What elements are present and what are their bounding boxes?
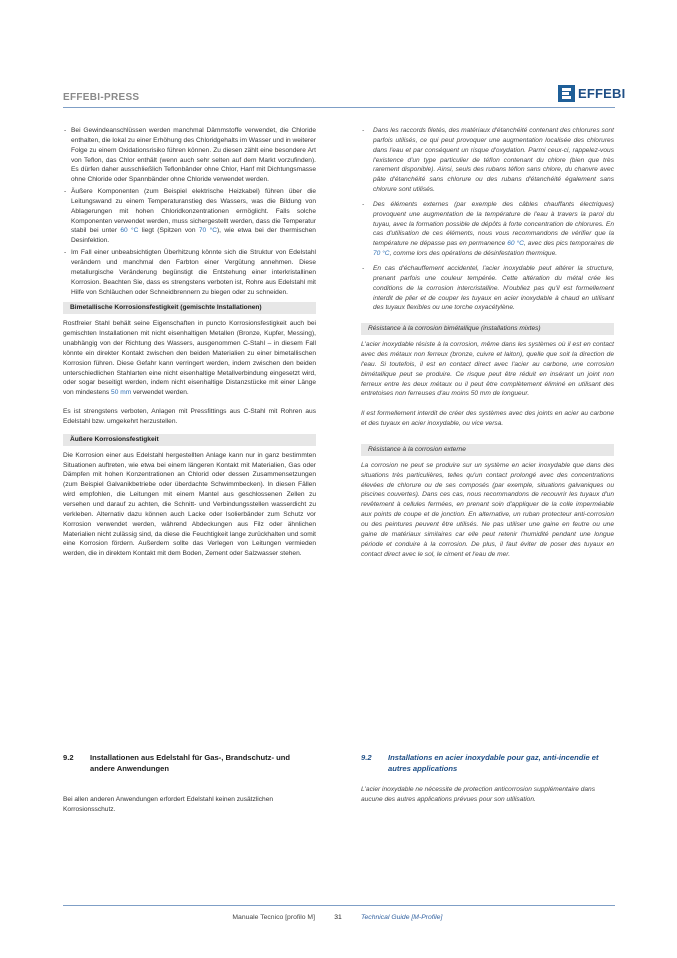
- temperature-value: 60 °C: [120, 227, 139, 235]
- footer-divider: [63, 905, 615, 906]
- temperature-value: 60 °C: [507, 240, 524, 248]
- list-item: - Bei Gewindeanschlüssen werden manchmal Dämmstoffe verwendet, die Chloride enthalten, die lokal zu einer Erhöhung des Chloridgehalts im Wasser und in weiterer Folge zu einem Oxidationsrisiko führen können. Zu diesen zählt eine besondere Art von Teflon, das Chlor enthält (wenn auch sehr selten auf dem Markt vorzufinden). Es dürfen daher ausschließlich Teflonbänder ohne Chlor, Hanf mit Dichtungsmasse ohne Chloride oder Spannbänder ohne Chloride verwendet werden.: [64, 127, 316, 184]
- section-heading: Résistance à la corrosion bimétallique (installations mixtes): [361, 323, 614, 335]
- paragraph: Es ist strengstens verboten, Anlagen mit Pressfittings aus C-Stahl mit Rohren aus Edelstahl bzw. umgekehrt herzustellen.: [63, 408, 316, 425]
- section-title: [361, 752, 614, 774]
- section-number: 9.2: [361, 753, 372, 762]
- list-item: - Im Fall einer unbeabsichtigten Überhitzung könnte sich die Struktur von Edelstahl verändern und manchmal den Farbton einer Vergütung annehmen. Diese metallurgische Veränderung begünstigt die Entstehung einer interkristallinen Korrosion. Beachten Sie, dass es strengstens verboten ist, Rohre aus Edelstahl mit Hilfe von Schläuchen oder Schneidbrennern zu biegen oder zu schneiden.: [64, 249, 316, 296]
- section-title-text: Installationen aus Edelstahl für Gas-, Brandschutz- und andere Anwendungen: [90, 753, 290, 773]
- logo-text: EFFEBI: [578, 86, 626, 101]
- temperature-value: 70 °C: [373, 250, 390, 258]
- list-item: - En cas d'échauffement accidentel, l'acier inoxydable peut altérer la structure, prenant parfois une couleur tempérée. Cette altération du métal crée les conditions de la corrosion intercristalline. N'oubliez pas qu'il est formellement interdit de plier et de couper les tuyaux en acier inoxydable à chaud en utilisant des tuyaux flexibles ou une torche oxyacétylène.: [362, 264, 614, 312]
- footer-left: Manuale Tecnico [profilo M]: [232, 914, 315, 921]
- paragraph: La corrosion ne peut se produire sur un système en acier inoxydable que dans des situations très particulières, telles qu'un contact prolongé avec des concentrations élevées de chlorure ou de ses composés (par exemple, situations galvaniques ou piscines couvertes). Dans ces cas, nous recommandons de recouvrir les tuyaux d'un revêtement à cellules fermées, en prenant soin d'appliquer de la colle imperméable aux points de coupe et de jonction. En alternative, un ruban protecteur anti-corrosion ou des peintures peuvent être utilisés. Ne pas utiliser une gaine en feutre ou une gaine de matériaux similaires car elle peut retenir l'humidité pendant une longue période et conduire à la corrosion. De plus, il faut éviter de poser des tuyaux en contact direct avec le sol, le ciment et l'eau de mer.: [361, 461, 614, 558]
- temperature-value: 70 °C: [198, 227, 217, 235]
- list-item: - Dans les raccords filetés, des matériaux d'étanchéité contenant des chlorures sont parfois utilisés, ce qui peut provoquer une augmentation localisée des chlorures dans l'eau et par conséquent un risque d'oxydation. Parmi ceux-ci, rappelez-vous l'existence d'un type particulier de téflon contenant du chlore (bien que très rarement disponible). Ainsi, seuls des rubans téflon sans chlore, du chanvre avec pâte d'étanchéité sans chlorure ou des rubans d'étanchéité également sans chlorure sont utilisés.: [362, 127, 614, 194]
- section-heading: Bimetallische Korrosionsfestigkeit (gemischte Installationen): [63, 302, 316, 314]
- logo-mark-icon: [558, 85, 575, 102]
- paragraph: Il est formellement interdit de créer des systèmes avec des joints en acier au carbone et des tuyaux en acier inoxydable, ou vice versa.: [361, 410, 614, 428]
- list-item: - Des éléments externes (par exemple des câbles chauffants électriques) provoquent une augmentation de la température de l'eau à travers la paroi du tuyau, avec la formation possible de dépôts à forte concentration de chlorures. En cas d'utilisation de ces éléments, nous vous recommandons de vérifier que la température ne dépasse pas en permanence 60 °C, avec des pics temporaires de 70 °C, comme lors des opérations de désinfestation thermique.: [362, 200, 614, 258]
- list-item: - Äußere Komponenten (zum Beispiel elektrische Heizkabel) führen über die Leitungswand zu einem Temperaturanstieg des Wassers, was die Bildung von Ablagerungen mit hohen Chloridkonzentrationen ermöglicht. Falls solche Komponenten verwendet werden, muss sichergestellt werden, dass die Temperatur stabil bei unter 60 °C liegt (Spitzen von 70 °C), wie etwa bei der thermischen Desinfektion.: [64, 188, 316, 245]
- brand-name: EFFEBI-PRESS: [63, 92, 140, 103]
- section-heading: Äußere Korrosionsfestigkeit: [63, 434, 316, 446]
- length-value: 50 mm: [111, 389, 132, 397]
- section-title-text: Installations en acier inoxydable pour gaz, anti-incendie et autres applications: [388, 753, 599, 773]
- paragraph: Die Korrosion einer aus Edelstahl hergestellten Anlage kann nur in ganz bestimmten Situationen auftreten, wie etwa bei einem längeren Kontakt mit Materialien, Gas oder Dämpfen mit hohen Konzentrationen an Chlorid oder dessen Zusammensetzungen (zum Beispiel Galvanikbetriebe oder überdachte Schwimmbecken). In diesen Fällen wird empfohlen, die Leitungen mit einem Mantel aus geschlossenen Zellen zu versehen und darauf zu achten, die Schnitt- und Verbindungsstellen wasserdicht zu verkleben. Alternativ dazu können auch Lacke oder Isolierbänder zum Schutz vor Korrosion verwendet werden, während Abdeckungen aus Filz oder ähnlichen Materialien nicht zulässig sind, da diese die Feuchtigkeit lange zurückhalten und somit eine Korrosion fördern. Außerdem sollte das Verlegen von Leitungen vermieden werden, die in direktem Kontakt mit dem Boden, Zement oder Salzwasser stehen.: [63, 451, 316, 558]
- german-column: [63, 126, 316, 559]
- section-title: [63, 752, 316, 774]
- paragraph: Rostfreier Stahl behält seine Eigenschaften in puncto Korrosionsfestigkeit auch bei gemischten Installationen mit nicht eisenhaltigen Metallen (Bronze, Kupfer, Messing), unabhängig von der Richtung des Wassers, ausgenommen C-Stahl – in diesem Fall könnte ein direkter Kontakt zwischen den beiden Materialien zu einer bimetallischen Korrosion führen. Diese Gefahr kann verringert werden, indem zwischen den beiden unterschiedlichen Stahlarten eine nicht eisenhaltige Metallverbindung eingesetzt wird, oder sogar beseitigt werden, indem nicht eisenhaltige Distanzstücke mit einer Länge von mindestens 50 mm verwendet werden.: [63, 320, 316, 397]
- paragraph: L'acier inoxydable résiste à la corrosion, même dans les systèmes où il est en contact avec des métaux non ferreux (bronze, cuivre et laiton), quelle que soit la direction de l'eau. Si toutefois, il est en contact direct avec l'acier au carbone, une corrosion bimétallique peut se produire. Ce risque peut être réduit en insérant un joint non ferreux entre les deux métaux ou il peut être complètement éliminé en utilisant des entretoises non ferreuses d'au moins 50 mm de longueur.: [361, 341, 614, 398]
- header-divider: [63, 107, 615, 108]
- paragraph: L'acier inoxydable ne nécessite de protection anticorrosion supplémentaire dans aucune des autres applications prévues pour son utilisation.: [361, 786, 596, 803]
- page-number: 31: [334, 914, 342, 921]
- section-number: 9.2: [63, 753, 74, 762]
- paragraph: Bei allen anderen Anwendungen erfordert Edelstahl keinen zusätzlichen Korrosionsschutz.: [63, 796, 274, 813]
- french-column: [361, 126, 614, 559]
- section-heading: Résistance à la corrosion externe: [361, 444, 614, 456]
- footer-right: Technical Guide [M-Profile]: [361, 914, 443, 921]
